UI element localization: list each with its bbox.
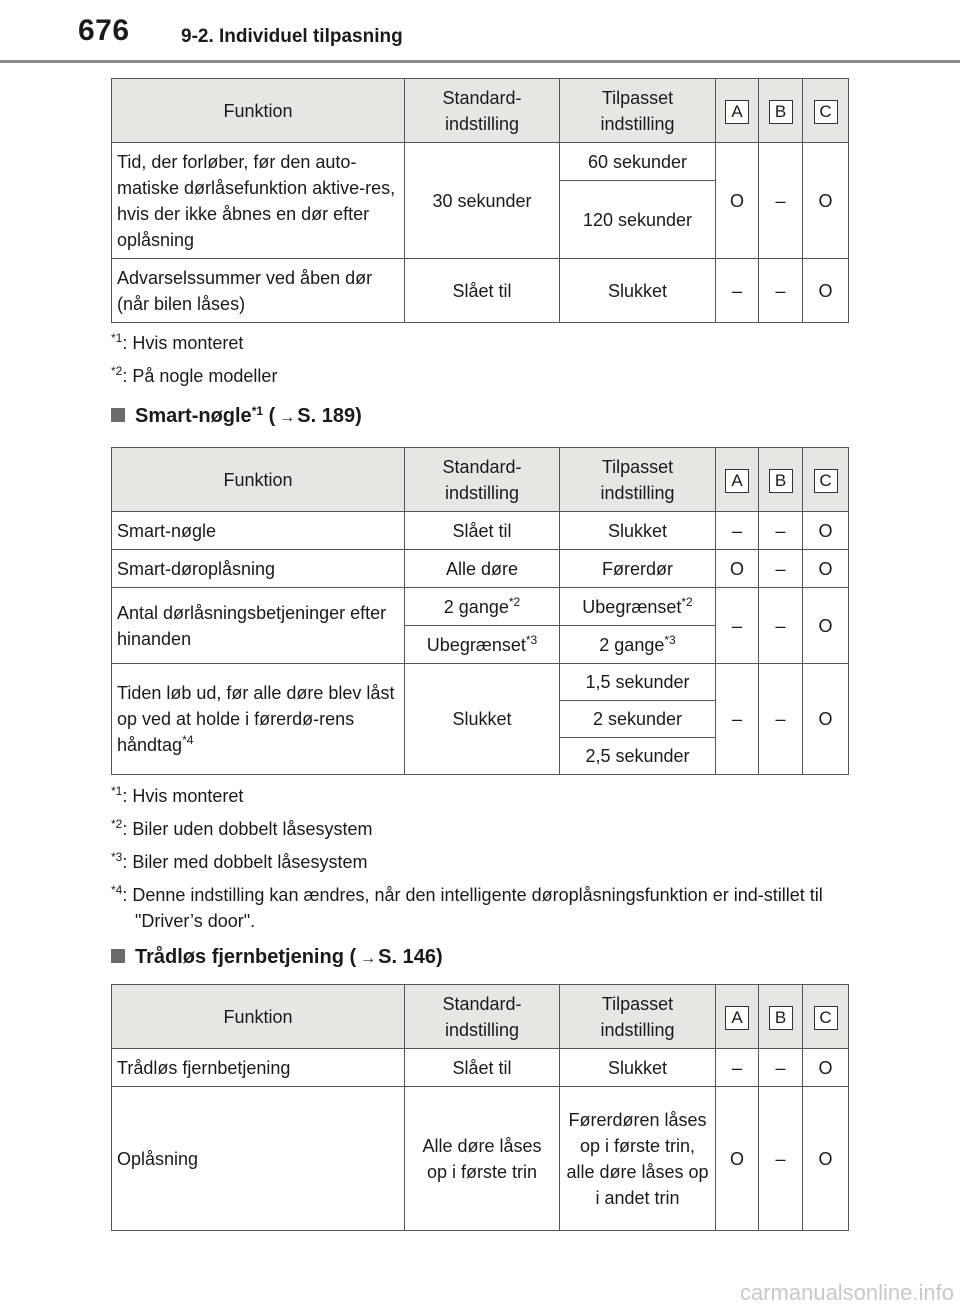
col-c: C	[803, 985, 849, 1049]
col-default: Standard-indstilling	[405, 448, 560, 512]
default-cell: 2 gange$^{*2}$	[405, 588, 560, 626]
a-cell: –	[716, 588, 759, 664]
custom-cell: Slukket	[560, 512, 716, 550]
c-cell: O	[803, 1049, 849, 1087]
col-b: B	[759, 79, 803, 143]
c-cell: O	[803, 512, 849, 550]
custom-cell: 1,5 sekunder	[560, 664, 716, 701]
c-cell: O	[803, 588, 849, 664]
function-cell: Smart-nøgle	[112, 512, 405, 550]
a-cell: O	[716, 550, 759, 588]
c-cell: O	[803, 664, 849, 775]
table-row	[112, 588, 849, 626]
settings-table-door-lock	[111, 78, 849, 323]
default-cell: Alle døre låses op i første trin	[405, 1087, 560, 1231]
function-cell: Advarselssummer ved åben dør (når bilen låses)	[112, 259, 405, 323]
arrow-right-icon: →	[279, 409, 296, 426]
c-cell: O	[803, 259, 849, 323]
custom-cell: Slukket	[560, 1049, 716, 1087]
default-cell: Ubegrænset$^{*3}$	[405, 626, 560, 664]
arrow-right-icon: →	[360, 950, 377, 967]
b-cell: –	[759, 550, 803, 588]
col-c: C	[803, 79, 849, 143]
custom-cell: 120 sekunder	[560, 181, 716, 259]
table-row	[112, 143, 849, 181]
col-function: Funktion	[112, 79, 405, 143]
table-row	[112, 512, 849, 550]
a-cell: –	[716, 1049, 759, 1087]
function-cell: Oplåsning	[112, 1087, 405, 1231]
footnote: $^{*3}$: Biler med dobbelt låsesystem	[111, 850, 368, 872]
col-custom: Tilpasset indstilling	[560, 985, 716, 1049]
function-cell: Smart-døroplåsning	[112, 550, 405, 588]
col-b: B	[759, 985, 803, 1049]
table-row	[112, 550, 849, 588]
a-cell: O	[716, 143, 759, 259]
footnote: $^{*2}$: På nogle modeller	[111, 364, 278, 386]
b-cell: –	[759, 1087, 803, 1231]
custom-cell: Førerdøren låses op i første trin, alle døre låses op i andet trin	[560, 1087, 716, 1231]
col-default: Standard-indstilling	[405, 79, 560, 143]
b-cell: –	[759, 259, 803, 323]
default-cell: Slået til	[405, 259, 560, 323]
default-cell: Alle døre	[405, 550, 560, 588]
default-cell: Slået til	[405, 512, 560, 550]
col-a: A	[716, 985, 759, 1049]
page-reference-link[interactable]: S. 146	[378, 946, 436, 968]
a-cell: –	[716, 512, 759, 550]
table-header-row	[112, 985, 849, 1049]
default-cell: Slået til	[405, 1049, 560, 1087]
col-a: A	[716, 79, 759, 143]
custom-cell: Slukket	[560, 259, 716, 323]
function-cell: Trådløs fjernbetjening	[112, 1049, 405, 1087]
header-rule	[0, 60, 960, 63]
col-c: C	[803, 448, 849, 512]
function-cell: Antal dørlåsningsbetjeninger efter hinanden	[112, 588, 405, 664]
custom-cell: 2 gange$^{*3}$	[560, 626, 716, 664]
custom-cell: 60 sekunder	[560, 143, 716, 181]
col-custom: Tilpasset indstilling	[560, 79, 716, 143]
page-number: 676	[78, 14, 130, 47]
function-cell: Tid, der forløber, før den auto-matiske dørlåsefunktion aktive-res, hvis der ikke åbnes en dør efter oplåsning	[112, 143, 405, 259]
default-cell: 30 sekunder	[405, 143, 560, 259]
b-cell: –	[759, 143, 803, 259]
b-cell: –	[759, 664, 803, 775]
b-cell: –	[759, 1049, 803, 1087]
subheading-wireless-remote: Trådløs fjernbetjening ( → S. 146)	[111, 946, 443, 969]
square-bullet-icon	[111, 949, 125, 963]
custom-cell: 2 sekunder	[560, 701, 716, 738]
col-default: Standard-indstilling	[405, 985, 560, 1049]
default-cell: Slukket	[405, 664, 560, 775]
c-cell: O	[803, 1087, 849, 1231]
section-title: 9-2. Individuel tilpasning	[181, 26, 403, 47]
function-cell: Tiden løb ud, før alle døre blev låst op ved at holde i førerdø-rens håndtag$^{*4}$	[112, 664, 405, 775]
col-custom: Tilpasset indstilling	[560, 448, 716, 512]
col-function: Funktion	[112, 985, 405, 1049]
c-cell: O	[803, 550, 849, 588]
page-header	[0, 0, 960, 64]
col-a: A	[716, 448, 759, 512]
table-header-row	[112, 79, 849, 143]
a-cell: –	[716, 259, 759, 323]
col-b: B	[759, 448, 803, 512]
page-reference-link[interactable]: S. 189	[297, 405, 356, 427]
a-cell: –	[716, 664, 759, 775]
table-header-row	[112, 448, 849, 512]
table-row	[112, 664, 849, 701]
table-row	[112, 1049, 849, 1087]
watermark: carmanualsonline.info	[739, 1280, 954, 1305]
col-function: Funktion	[112, 448, 405, 512]
c-cell: O	[803, 143, 849, 259]
footnote: $^{*2}$: Biler uden dobbelt låsesystem	[111, 817, 373, 839]
footnote: $^{*4}$: Denne indstilling kan ændres, når den intelligente døroplåsningsfunktion er ind-stillet til "Driver’s door".	[111, 883, 823, 931]
custom-cell: Ubegrænset$^{*2}$	[560, 588, 716, 626]
a-cell: O	[716, 1087, 759, 1231]
footnote: $^{*1}$: Hvis monteret	[111, 331, 244, 353]
subheading-smart-key: Smart-nøgle$^{*1}$ ( → S. 189)	[111, 405, 362, 428]
b-cell: –	[759, 588, 803, 664]
footnote: $^{*1}$: Hvis monteret	[111, 784, 244, 806]
table-row	[112, 1087, 849, 1231]
settings-table-wireless-remote	[111, 984, 849, 1231]
square-bullet-icon	[111, 408, 125, 422]
custom-cell: 2,5 sekunder	[560, 738, 716, 775]
table-row	[112, 259, 849, 323]
settings-table-smart-key	[111, 447, 849, 775]
b-cell: –	[759, 512, 803, 550]
custom-cell: Førerdør	[560, 550, 716, 588]
